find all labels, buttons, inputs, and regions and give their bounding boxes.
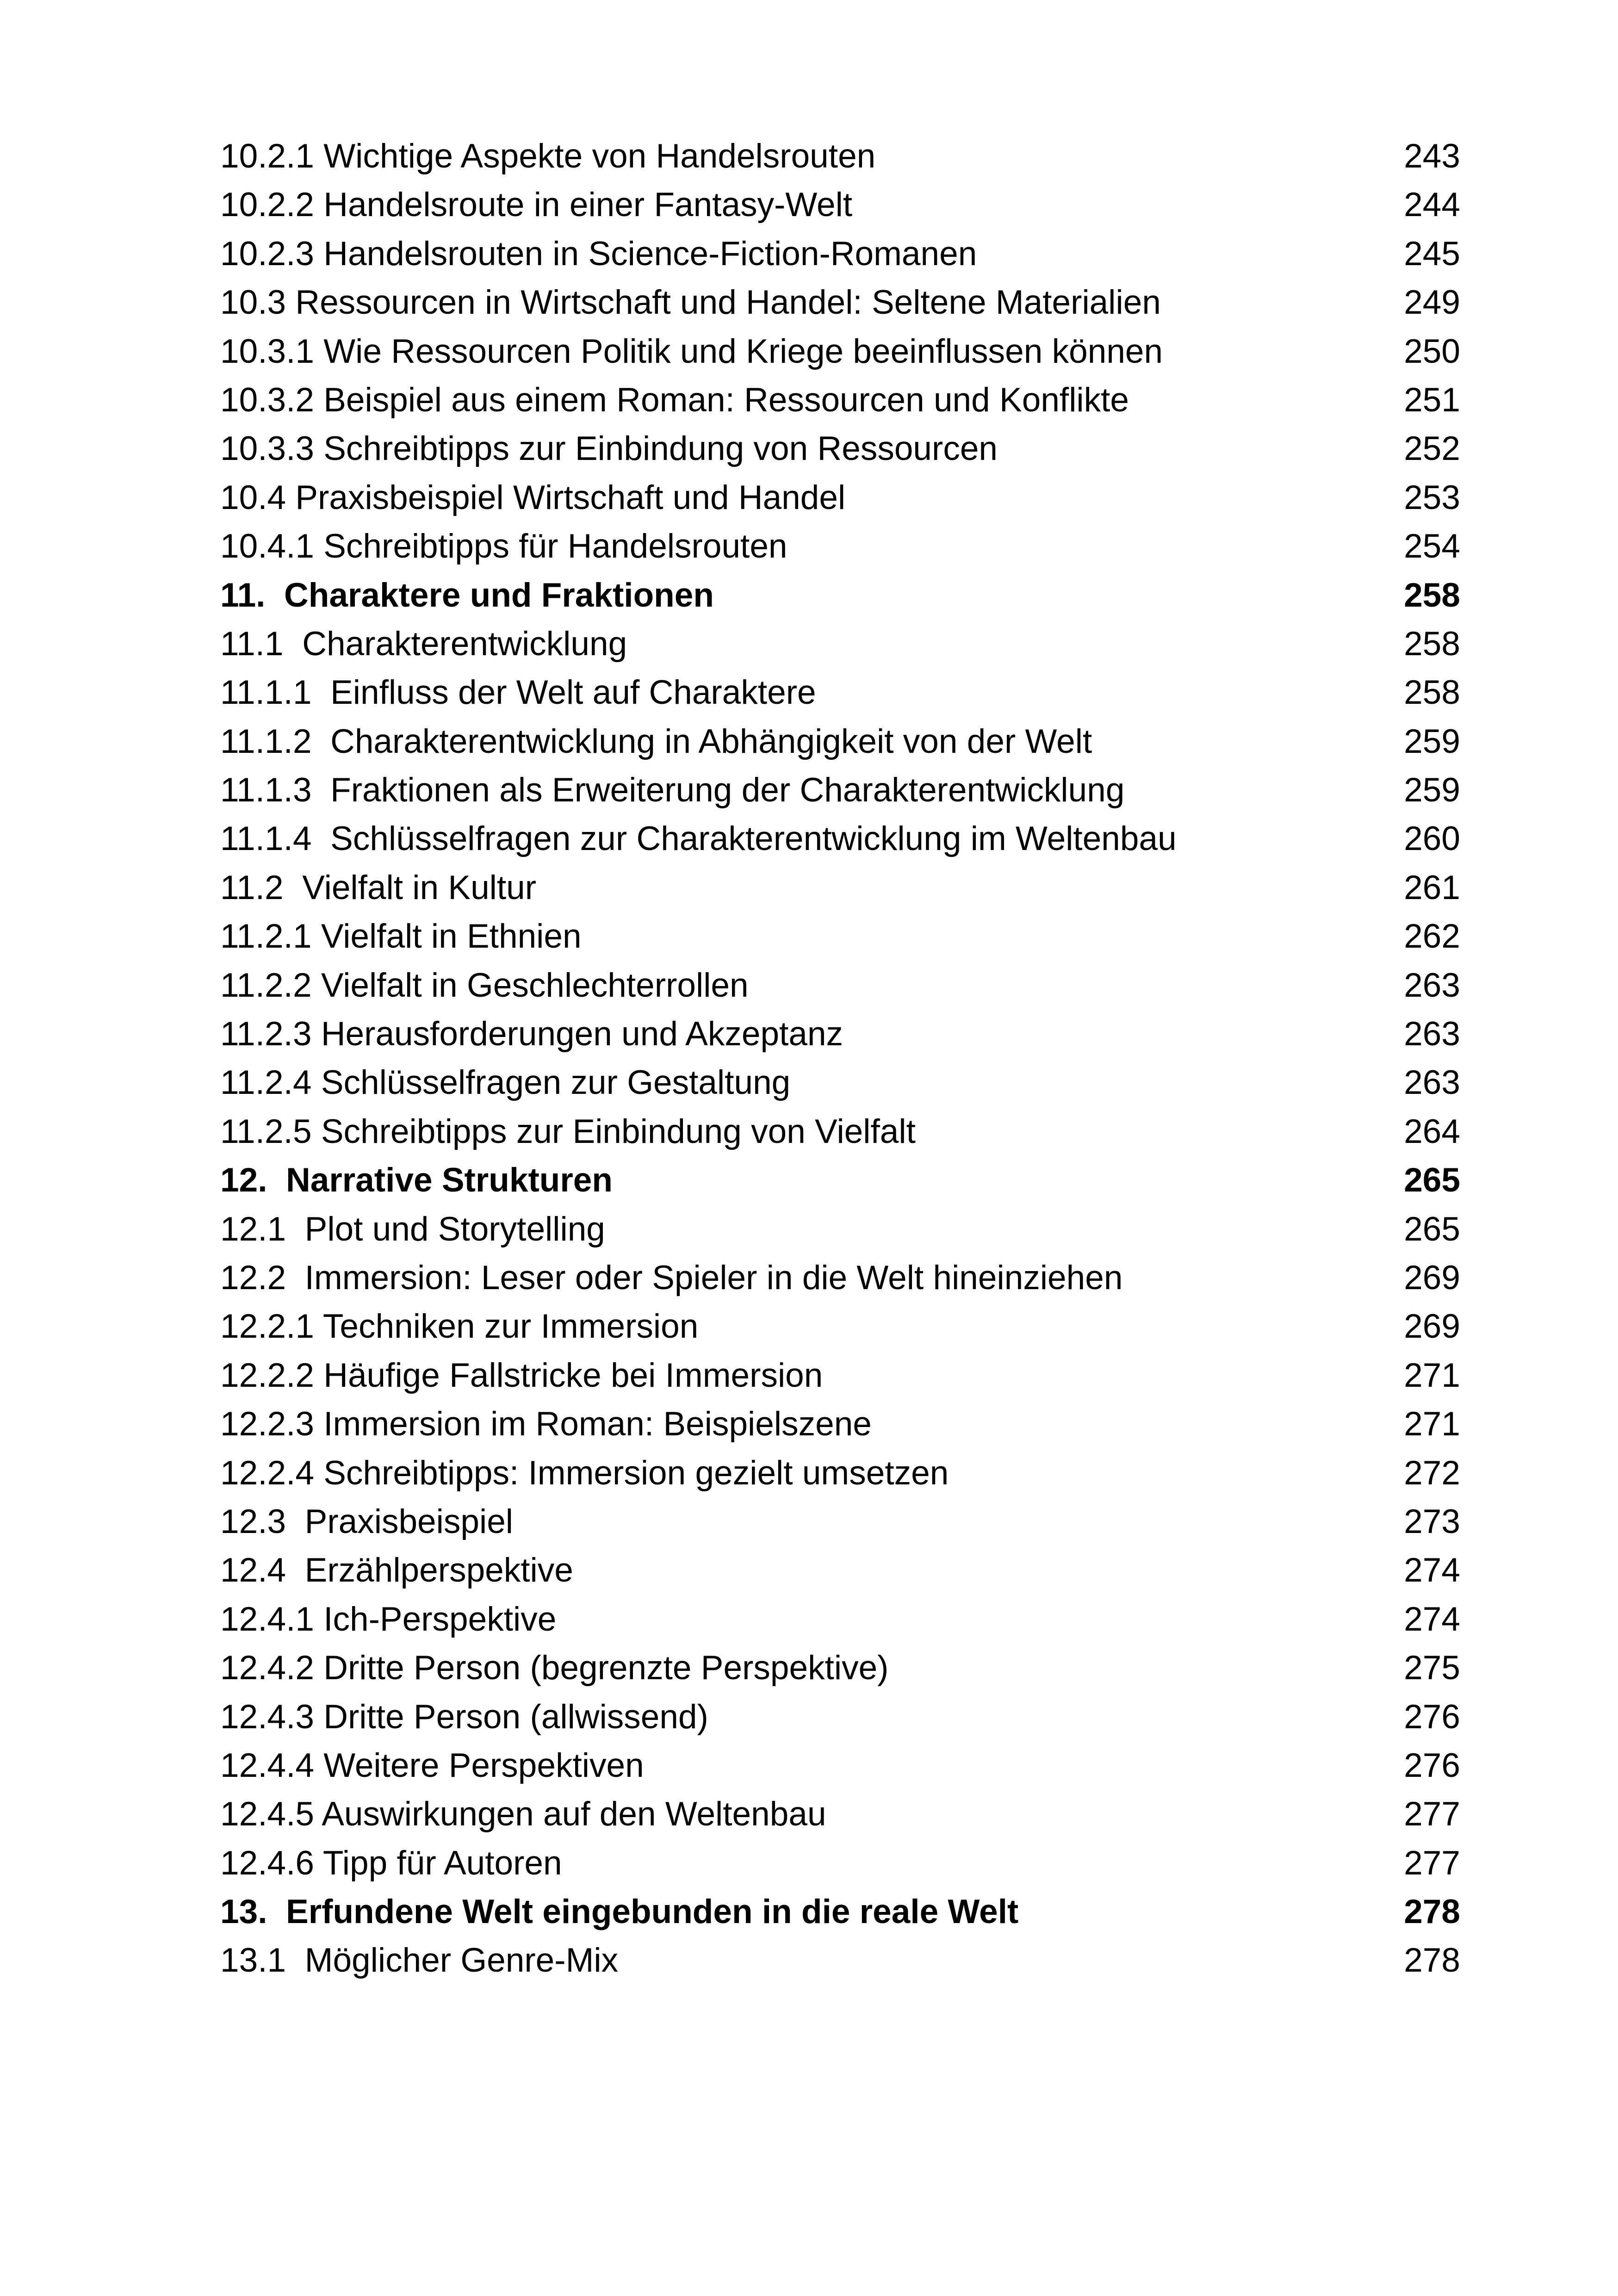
toc-entry xyxy=(220,1400,1460,1448)
toc-entry-page-number: 275 xyxy=(1404,1649,1460,1687)
toc-entry xyxy=(220,717,1460,766)
toc-entry xyxy=(220,1790,1460,1838)
toc-entry-page-number: 277 xyxy=(1404,1844,1460,1882)
toc-entry xyxy=(220,327,1460,376)
toc-entry-page-number: 254 xyxy=(1404,527,1460,565)
toc-entry-title: 13. Erfundene Welt eingebunden in die reale Welt xyxy=(220,1893,1019,1931)
toc-entry xyxy=(220,1546,1460,1595)
toc-entry xyxy=(220,1839,1460,1887)
toc-entry-page-number: 251 xyxy=(1404,381,1460,419)
toc-entry xyxy=(220,668,1460,717)
toc-entry xyxy=(220,1497,1460,1546)
toc-entry-title: 10.4.1 Schreibtipps für Handelsrouten xyxy=(220,527,787,565)
toc-entry-page-number: 263 xyxy=(1404,1015,1460,1053)
toc-entry-page-number: 253 xyxy=(1404,478,1460,516)
toc-entry-page-number: 278 xyxy=(1404,1942,1460,1980)
toc-entry-title: 12. Narrative Strukturen xyxy=(220,1161,613,1199)
toc-entry xyxy=(220,1351,1460,1400)
toc-entry xyxy=(220,230,1460,278)
toc-entry-title: 11.2.5 Schreibtipps zur Einbindung von Vielfalt xyxy=(220,1112,916,1150)
toc-entry-page-number: 271 xyxy=(1404,1405,1460,1443)
toc-entry-page-number: 263 xyxy=(1404,966,1460,1004)
toc-entry-title: 12.4.3 Dritte Person (allwissend) xyxy=(220,1698,708,1736)
toc-entry-title: 11.2 Vielfalt in Kultur xyxy=(220,869,537,906)
toc-entry-title: 10.3 Ressourcen in Wirtschaft und Handel: Seltene Materialien xyxy=(220,284,1161,322)
toc-entry xyxy=(220,863,1460,912)
toc-entry-title: 12.4.5 Auswirkungen auf den Weltenbau xyxy=(220,1795,826,1833)
toc-entry-page-number: 261 xyxy=(1404,869,1460,906)
toc-entry xyxy=(220,1205,1460,1253)
toc-entry-title: 12.1 Plot und Storytelling xyxy=(220,1210,605,1248)
toc-entry xyxy=(220,132,1460,180)
toc-entry-page-number: 252 xyxy=(1404,430,1460,468)
toc-entry xyxy=(220,376,1460,424)
toc-entry xyxy=(220,1302,1460,1351)
toc-entry-page-number: 260 xyxy=(1404,820,1460,858)
toc-entry-page-number: 265 xyxy=(1404,1210,1460,1248)
toc-entry xyxy=(220,912,1460,961)
toc-entry xyxy=(220,1644,1460,1692)
toc-chapter-entry xyxy=(220,1156,1460,1204)
toc-entry-page-number: 249 xyxy=(1404,284,1460,322)
toc-entry-title: 12.4 Erzählperspektive xyxy=(220,1551,573,1589)
toc-entry-title: 11.1.3 Fraktionen als Erweiterung der Charakterentwicklung xyxy=(220,771,1125,809)
toc-entry xyxy=(220,424,1460,473)
toc-entry-page-number: 259 xyxy=(1404,722,1460,760)
toc-entry-title: 11.1.2 Charakterentwicklung in Abhängigkeit von der Welt xyxy=(220,722,1092,760)
table-of-contents xyxy=(220,132,1460,1985)
toc-entry-title: 12.4.2 Dritte Person (begrenzte Perspektive) xyxy=(220,1649,889,1687)
toc-entry-title: 12.2.4 Schreibtipps: Immersion gezielt umsetzen xyxy=(220,1454,949,1492)
toc-entry-title: 10.2.3 Handelsrouten in Science-Fiction-Romanen xyxy=(220,235,977,273)
toc-entry-title: 12.4.1 Ich-Perspektive xyxy=(220,1600,557,1638)
toc-entry xyxy=(220,1253,1460,1302)
toc-entry-page-number: 264 xyxy=(1404,1112,1460,1150)
toc-entry xyxy=(220,278,1460,327)
toc-entry xyxy=(220,1741,1460,1790)
toc-chapter-entry xyxy=(220,571,1460,620)
toc-entry-title: 12.3 Praxisbeispiel xyxy=(220,1502,514,1540)
toc-entry-page-number: 244 xyxy=(1404,186,1460,224)
toc-entry-title: 10.4 Praxisbeispiel Wirtschaft und Handel xyxy=(220,478,846,516)
toc-entry-page-number: 277 xyxy=(1404,1795,1460,1833)
toc-entry-page-number: 273 xyxy=(1404,1502,1460,1540)
toc-entry-title: 12.4.4 Weitere Perspektiven xyxy=(220,1746,644,1784)
toc-entry xyxy=(220,180,1460,229)
toc-entry xyxy=(220,1595,1460,1644)
toc-entry-page-number: 269 xyxy=(1404,1308,1460,1346)
toc-entry xyxy=(220,1449,1460,1497)
toc-entry-page-number: 243 xyxy=(1404,137,1460,175)
toc-entry-page-number: 276 xyxy=(1404,1746,1460,1784)
toc-entry-title: 11.1.1 Einfluss der Welt auf Charaktere xyxy=(220,674,816,712)
toc-chapter-entry xyxy=(220,1887,1460,1936)
toc-entry-page-number: 271 xyxy=(1404,1356,1460,1394)
toc-entry-page-number: 258 xyxy=(1404,576,1460,614)
toc-entry-title: 11.1.4 Schlüsselfragen zur Charakterentwicklung im Weltenbau xyxy=(220,820,1177,858)
toc-entry xyxy=(220,1058,1460,1107)
toc-entry-title: 12.2.1 Techniken zur Immersion xyxy=(220,1308,699,1346)
toc-entry xyxy=(220,961,1460,1010)
toc-entry xyxy=(220,620,1460,668)
toc-entry-title: 13.1 Möglicher Genre-Mix xyxy=(220,1942,619,1980)
toc-entry xyxy=(220,814,1460,863)
toc-entry-title: 10.3.3 Schreibtipps zur Einbindung von Ressourcen xyxy=(220,430,998,468)
toc-entry-page-number: 263 xyxy=(1404,1064,1460,1102)
toc-entry-title: 10.3.1 Wie Ressourcen Politik und Kriege beeinflussen können xyxy=(220,332,1163,370)
toc-entry-page-number: 274 xyxy=(1404,1600,1460,1638)
toc-entry-title: 10.2.2 Handelsroute in einer Fantasy-Welt xyxy=(220,186,853,224)
toc-entry-title: 11.1 Charakterentwicklung xyxy=(220,625,627,663)
toc-entry-title: 11.2.3 Herausforderungen und Akzeptanz xyxy=(220,1015,843,1053)
toc-entry-title: 12.2.2 Häufige Fallstricke bei Immersion xyxy=(220,1356,823,1394)
toc-entry-page-number: 278 xyxy=(1404,1893,1460,1931)
toc-entry-page-number: 265 xyxy=(1404,1161,1460,1199)
toc-entry xyxy=(220,1936,1460,1985)
toc-entry-title: 11. Charaktere und Fraktionen xyxy=(220,576,714,614)
toc-entry-title: 12.2.3 Immersion im Roman: Beispielszene xyxy=(220,1405,872,1443)
toc-entry xyxy=(220,766,1460,814)
toc-entry-title: 12.2 Immersion: Leser oder Spieler in die Welt hineinziehen xyxy=(220,1259,1123,1297)
toc-entry-page-number: 262 xyxy=(1404,918,1460,956)
toc-entry-title: 11.2.2 Vielfalt in Geschlechterrollen xyxy=(220,966,749,1004)
toc-entry-page-number: 272 xyxy=(1404,1454,1460,1492)
toc-entry-page-number: 258 xyxy=(1404,674,1460,712)
toc-entry xyxy=(220,473,1460,522)
toc-entry-page-number: 259 xyxy=(1404,771,1460,809)
toc-entry-title: 11.2.1 Vielfalt in Ethnien xyxy=(220,918,582,956)
toc-entry-page-number: 276 xyxy=(1404,1698,1460,1736)
toc-entry-page-number: 258 xyxy=(1404,625,1460,663)
toc-entry xyxy=(220,1107,1460,1156)
toc-entry xyxy=(220,1693,1460,1741)
toc-entry xyxy=(220,1010,1460,1058)
toc-entry-page-number: 269 xyxy=(1404,1259,1460,1297)
toc-entry-title: 12.4.6 Tipp für Autoren xyxy=(220,1844,562,1882)
toc-entry-title: 11.2.4 Schlüsselfragen zur Gestaltung xyxy=(220,1064,791,1102)
toc-entry-page-number: 250 xyxy=(1404,332,1460,370)
toc-entry-title: 10.2.1 Wichtige Aspekte von Handelsrouten xyxy=(220,137,876,175)
toc-entry xyxy=(220,522,1460,571)
toc-entry-page-number: 274 xyxy=(1404,1551,1460,1589)
toc-entry-page-number: 245 xyxy=(1404,235,1460,273)
toc-entry-title: 10.3.2 Beispiel aus einem Roman: Ressourcen und Konflikte xyxy=(220,381,1129,419)
